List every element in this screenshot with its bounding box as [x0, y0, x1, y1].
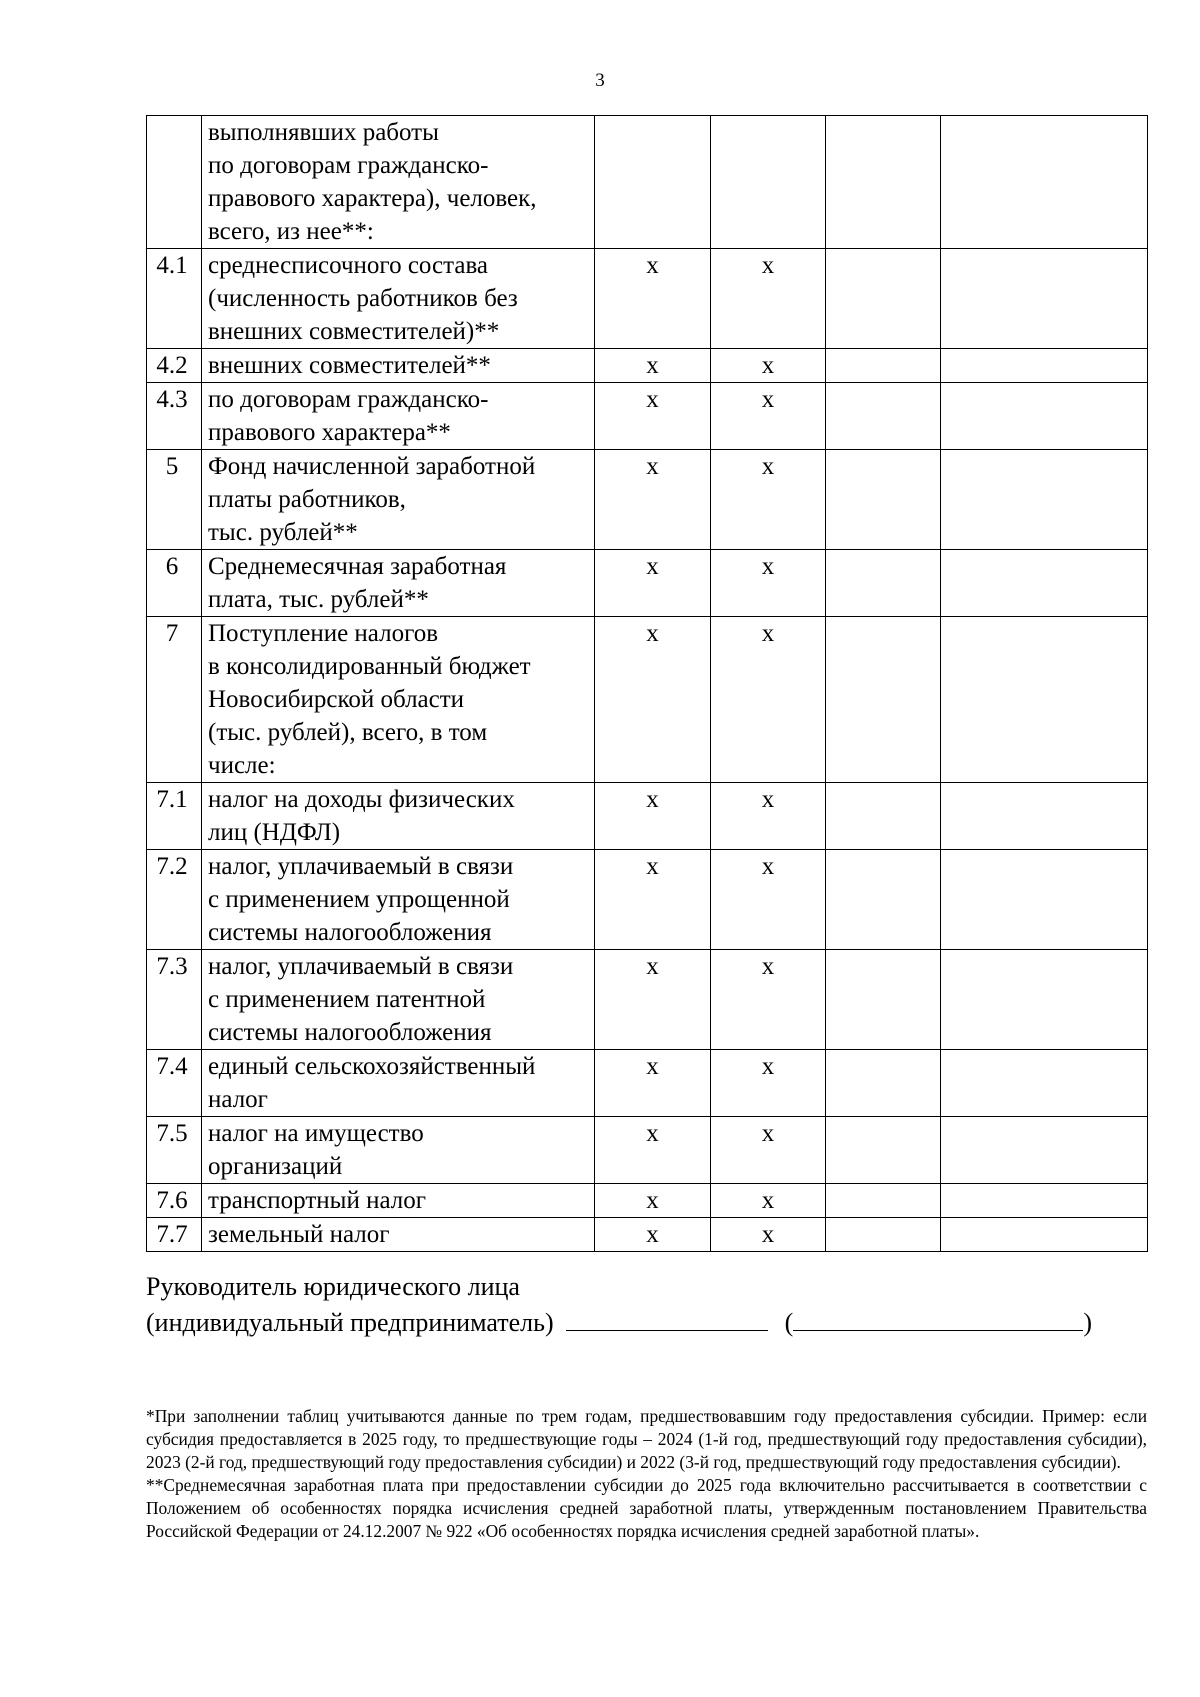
- cell-year-3: [826, 1218, 941, 1252]
- row-indicator: [202, 1184, 595, 1218]
- cell-year-1: x: [595, 349, 711, 383]
- cell-total: [941, 1117, 1148, 1184]
- cell-year-3: [826, 850, 941, 950]
- signature-title: Руководитель юридического лица: [146, 1272, 520, 1301]
- indicator-line: налог, уплачиваемый в связи: [208, 853, 514, 880]
- cell-total: [941, 783, 1148, 850]
- cell-year-1: x: [595, 1184, 711, 1218]
- cell-total: [941, 1184, 1148, 1218]
- cell-total: [941, 850, 1148, 950]
- cell-year-3: [826, 249, 941, 349]
- row-indicator: [202, 1218, 595, 1252]
- footnote-1: *При заполнении таблиц учитываются данные по трем годам, предшествовавшим году предоставления субсидии. Пример: если субсидия предоставляется в 2025 году, то предшествующие годы – 2024 (1-й год, предшествующий году предоставления субсидии), 2023 (2-й год, предшествующий году предоставления субсидии) и 2022 (3-й год, предшествующий году предоставления субсидии).: [146, 1406, 1147, 1472]
- cell-year-2: x: [711, 1050, 826, 1117]
- cell-year-3: [826, 383, 941, 450]
- cell-year-1: x: [595, 249, 711, 349]
- indicator-line: с применением упрощенной: [208, 886, 510, 913]
- indicator-line: транспортный налог: [208, 1187, 427, 1214]
- cell-total: [941, 550, 1148, 617]
- cell-year-1: x: [595, 850, 711, 950]
- row-indicator: [202, 850, 595, 950]
- table-row: [147, 249, 1148, 349]
- cell-total: [941, 617, 1148, 783]
- indicator-line: Среднемесячная заработная: [208, 553, 507, 580]
- row-indicator: [202, 383, 595, 450]
- row-number: 7.4: [147, 1050, 202, 1117]
- row-number: 6: [147, 550, 202, 617]
- row-indicator: [202, 783, 595, 850]
- indicator-line: системы налогообложения: [208, 919, 492, 946]
- indicator-line: (тыс. рублей), всего, в том: [208, 719, 488, 746]
- cell-year-2: x: [711, 783, 826, 850]
- indicator-line: внешних совместителей**: [208, 352, 491, 379]
- indicator-line: Поступление налогов: [208, 620, 439, 647]
- row-number: 5: [147, 450, 202, 550]
- indicator-line: правового характера), человек,: [208, 185, 537, 212]
- signature-role: (индивидуальный предприниматель): [146, 1308, 554, 1337]
- table-row: [147, 1117, 1148, 1184]
- row-number: 4.3: [147, 383, 202, 450]
- indicator-line: по договорам гражданско-: [208, 152, 489, 179]
- table-row: [147, 617, 1148, 783]
- row-indicator: [202, 1050, 595, 1117]
- table-row: [147, 349, 1148, 383]
- cell-year-2: x: [711, 850, 826, 950]
- cell-year-3: [826, 617, 941, 783]
- row-indicator: [202, 617, 595, 783]
- footnotes: [146, 1405, 1147, 1543]
- cell-year-2: x: [711, 1117, 826, 1184]
- name-field[interactable]: [793, 1304, 1083, 1331]
- cell-year-3: [826, 783, 941, 850]
- cell-year-2: x: [711, 249, 826, 349]
- indicator-line: с применением патентной: [208, 986, 486, 1013]
- table-row: [147, 1050, 1148, 1117]
- cell-year-2: x: [711, 450, 826, 550]
- cell-year-3: [826, 116, 941, 249]
- indicator-line: организаций: [208, 1153, 343, 1180]
- close-paren: ): [1083, 1308, 1092, 1337]
- cell-year-1: x: [595, 450, 711, 550]
- signature-field[interactable]: [566, 1304, 768, 1331]
- indicator-line: среднесписочного состава: [208, 252, 489, 279]
- cell-year-2: x: [711, 1184, 826, 1218]
- cell-total: [941, 450, 1148, 550]
- cell-year-2: x: [711, 1218, 826, 1252]
- cell-year-2: [711, 116, 826, 249]
- signature-subtitle-line: [146, 1304, 1092, 1340]
- row-number: 7.7: [147, 1218, 202, 1252]
- cell-total: [941, 950, 1148, 1050]
- open-paren: (: [784, 1308, 794, 1337]
- cell-year-2: x: [711, 617, 826, 783]
- row-number: 7.6: [147, 1184, 202, 1218]
- indicator-line: Фонд начисленной заработной: [208, 453, 536, 480]
- cell-year-1: x: [595, 783, 711, 850]
- indicator-line: выполнявших работы: [208, 119, 439, 146]
- cell-year-3: [826, 1184, 941, 1218]
- indicator-line: всего, из нее**:: [208, 218, 374, 245]
- indicator-line: Новосибирской области: [208, 686, 465, 713]
- table-row: [147, 850, 1148, 950]
- indicator-line: налог: [208, 1086, 268, 1113]
- row-indicator: [202, 550, 595, 617]
- cell-year-1: x: [595, 1117, 711, 1184]
- cell-year-1: x: [595, 550, 711, 617]
- cell-year-3: [826, 550, 941, 617]
- row-number: [147, 116, 202, 249]
- indicator-line: правового характера**: [208, 419, 451, 446]
- indicator-line: земельный налог: [208, 1221, 390, 1248]
- table-row: [147, 383, 1148, 450]
- table-row: [147, 1218, 1148, 1252]
- indicator-line: плата, тыс. рублей**: [208, 586, 429, 613]
- indicator-line: числе:: [208, 752, 276, 779]
- indicator-line: единый сельскохозяйственный: [208, 1053, 536, 1080]
- indicator-line: по договорам гражданско-: [208, 386, 489, 413]
- cell-total: [941, 383, 1148, 450]
- cell-year-1: x: [595, 383, 711, 450]
- table-row: [147, 550, 1148, 617]
- cell-year-3: [826, 349, 941, 383]
- row-number: 7.3: [147, 950, 202, 1050]
- row-number: 7.5: [147, 1117, 202, 1184]
- row-number: 4.1: [147, 249, 202, 349]
- cell-year-1: [595, 116, 711, 249]
- cell-year-1: x: [595, 617, 711, 783]
- page-number: 3: [595, 70, 605, 91]
- row-indicator: [202, 1117, 595, 1184]
- table-row: [147, 116, 1148, 249]
- cell-year-1: x: [595, 1050, 711, 1117]
- indicator-line: налог, уплачиваемый в связи: [208, 953, 514, 980]
- cell-year-1: x: [595, 1218, 711, 1252]
- cell-year-3: [826, 1050, 941, 1117]
- table-row: [147, 450, 1148, 550]
- table-row: [147, 950, 1148, 1050]
- table-row: [147, 783, 1148, 850]
- row-indicator: [202, 116, 595, 249]
- cell-year-3: [826, 950, 941, 1050]
- cell-year-3: [826, 450, 941, 550]
- cell-year-3: [826, 1117, 941, 1184]
- signature-block: [146, 1270, 1092, 1340]
- cell-year-1: x: [595, 950, 711, 1050]
- cell-year-2: x: [711, 349, 826, 383]
- indicator-line: тыс. рублей**: [208, 519, 358, 546]
- cell-total: [941, 1218, 1148, 1252]
- indicator-line: (численность работников без: [208, 285, 518, 312]
- cell-total: [941, 349, 1148, 383]
- cell-year-2: x: [711, 550, 826, 617]
- footnote-2: **Среднемесячная заработная плата при предоставлении субсидии до 2025 года включительно рассчитывается в соответствии с Положением об особенностях порядка исчисления средней заработной платы, утвержденным постановлением Правительства Российской Федерации от 24.12.2007 № 922 «Об особенностях порядка исчисления средней заработной платы».: [146, 1475, 1147, 1541]
- cell-total: [941, 249, 1148, 349]
- cell-year-2: x: [711, 950, 826, 1050]
- indicator-line: внешних совместителей)**: [208, 318, 500, 345]
- cell-year-2: x: [711, 383, 826, 450]
- row-indicator: [202, 450, 595, 550]
- indicators-table: [146, 115, 1148, 1252]
- indicator-line: налог на имущество: [208, 1120, 424, 1147]
- row-number: 7.2: [147, 850, 202, 950]
- table-row: [147, 1184, 1148, 1218]
- indicator-line: системы налогообложения: [208, 1019, 492, 1046]
- row-indicator: [202, 349, 595, 383]
- cell-total: [941, 1050, 1148, 1117]
- row-number: 4.2: [147, 349, 202, 383]
- cell-total: [941, 116, 1148, 249]
- row-number: 7: [147, 617, 202, 783]
- row-number: 7.1: [147, 783, 202, 850]
- indicator-line: в консолидированный бюджет: [208, 653, 531, 680]
- row-indicator: [202, 950, 595, 1050]
- indicator-line: налог на доходы физических: [208, 786, 515, 813]
- indicator-line: платы работников,: [208, 486, 406, 513]
- indicator-line: лиц (НДФЛ): [208, 819, 341, 846]
- row-indicator: [202, 249, 595, 349]
